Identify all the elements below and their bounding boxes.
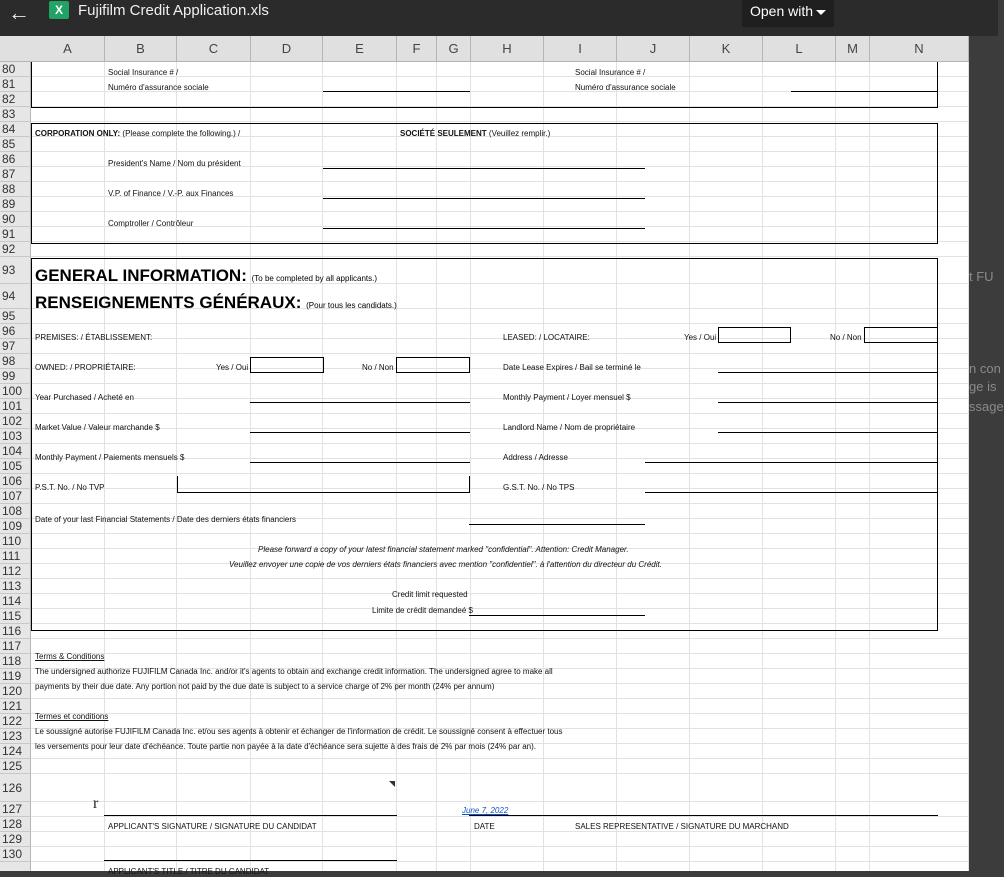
- column-header-m[interactable]: M: [836, 36, 870, 62]
- gst-label: G.S.T. No. / No TPS: [503, 483, 575, 492]
- row-header-102[interactable]: 102: [0, 414, 31, 429]
- row-header-97[interactable]: 97: [0, 339, 31, 354]
- corp-only-label: [35, 128, 240, 139]
- landlord-line: [718, 432, 938, 433]
- grid-line-horizontal: [31, 256, 969, 257]
- lease-expires-label: Date Lease Expires / Bail se terminé le: [503, 363, 641, 372]
- fin-statements-label: Date of your last Financial Statements / Date des derniers états financiers: [35, 515, 297, 524]
- vp-finance-line: [323, 198, 645, 199]
- row-header-113[interactable]: 113: [0, 579, 31, 594]
- leased-yes-label: Yes / Oui: [684, 333, 717, 342]
- row-header-126[interactable]: 126: [0, 774, 31, 802]
- column-header-bar: [0, 36, 998, 62]
- terms-fr-line-2: les versements pour leur date d'échéance. Toute partie non payée à la date d'échéance sera sujette à des frais de 2% par mois (24% par an).: [35, 742, 536, 751]
- corp-only-text: CORPORATION ONLY:: [35, 129, 121, 138]
- row-header-93[interactable]: 93: [0, 257, 31, 284]
- leased-label: LEASED: / LOCATAIRE:: [503, 333, 590, 342]
- leased-no-box[interactable]: [864, 327, 938, 343]
- vp-finance-label: V.P. of Finance / V.-P. aux Finances: [108, 189, 234, 198]
- row-header-111[interactable]: 111: [0, 549, 31, 564]
- pst-label: P.S.T. No. / No TVP: [35, 483, 105, 492]
- row-header-84[interactable]: 84: [0, 122, 31, 137]
- fin-statements-line: [469, 524, 645, 525]
- row-header-112[interactable]: 112: [0, 564, 31, 579]
- owned-no-label: No / Non: [362, 363, 394, 372]
- signature-date-value[interactable]: June 7, 2022: [462, 806, 509, 815]
- grid-line-horizontal: [31, 773, 969, 774]
- forward-en-note: Please forward a copy of your latest financial statement marked "confidential". Attention: Credit Manager.: [258, 545, 629, 554]
- row-header-116[interactable]: 116: [0, 624, 31, 639]
- applicant-signature-label: APPLICANT'S SIGNATURE / SIGNATURE DU CANDIDAT: [108, 822, 317, 831]
- row-header-85[interactable]: 85: [0, 137, 31, 152]
- sales-rep-line: [572, 815, 938, 816]
- background-text-fragment: ge is: [969, 379, 997, 394]
- row-header-80[interactable]: 80: [0, 62, 31, 77]
- sin-left-label-2: Numéro d'assurance sociale: [108, 83, 209, 92]
- row-header-96[interactable]: 96: [0, 324, 31, 339]
- sales-rep-label: SALES REPRESENTATIVE / SIGNATURE DU MARCHAND: [575, 822, 789, 831]
- lease-expires-line: [718, 372, 938, 373]
- row-header-100[interactable]: 100: [0, 384, 31, 399]
- row-header-86[interactable]: 86: [0, 152, 31, 167]
- monthly-payment-paiements-line: [250, 462, 470, 463]
- grid-line-horizontal: [31, 846, 969, 847]
- grid-line-horizontal: [31, 713, 969, 714]
- renseignements-note: (Pour tous les candidats.): [306, 301, 397, 310]
- grid-line-horizontal: [31, 638, 969, 639]
- terms-en-line-1: The undersigned authorize FUJIFILM Canada Inc. and/or it's agents to obtain and exchange credit information. The undersigned agree to make all: [35, 667, 553, 676]
- grid-line-horizontal: [31, 698, 969, 699]
- column-header-i[interactable]: I: [544, 36, 617, 62]
- market-value-label: Market Value / Valeur marchande $: [35, 423, 160, 432]
- general-info-heading: [35, 266, 377, 289]
- excel-file-icon: X: [49, 1, 69, 19]
- open-with-button[interactable]: [742, 0, 834, 27]
- row-header-105[interactable]: 105: [0, 459, 31, 474]
- corp-only-note: (Please complete the following.) /: [122, 129, 241, 138]
- row-header-114[interactable]: 114: [0, 594, 31, 609]
- row-header-120[interactable]: 120: [0, 684, 31, 699]
- top-bar: [0, 0, 998, 36]
- societe-note: (Veuillez remplir.): [488, 129, 551, 138]
- column-header-f[interactable]: F: [397, 36, 437, 62]
- row-header-106[interactable]: 106: [0, 474, 31, 489]
- general-info-text: GENERAL INFORMATION:: [35, 266, 247, 285]
- general-info-note: (To be completed by all applicants.): [251, 274, 378, 283]
- side-panel-edge: [969, 36, 1004, 871]
- row-header-98[interactable]: 98: [0, 354, 31, 369]
- leased-no-label: No / Non: [830, 333, 862, 342]
- back-arrow-icon[interactable]: ←: [8, 0, 30, 25]
- applicant-signature-line: [104, 815, 397, 816]
- column-header-l[interactable]: L: [763, 36, 836, 62]
- column-header-g[interactable]: G: [437, 36, 471, 62]
- president-line: [323, 168, 645, 169]
- caret-down-icon: [816, 10, 826, 15]
- row-header-129[interactable]: 129: [0, 832, 31, 847]
- credit-limit-fr-label: Limite de crédit demandeé $: [372, 606, 473, 615]
- president-label: President's Name / Nom du président: [108, 159, 241, 168]
- forward-fr-note: Veuillez envoyer une copie de vos derniers états financiers avec mention "confidentiel". à l'attention du directeur du Crédit.: [229, 560, 662, 569]
- row-header-81[interactable]: 81: [0, 77, 31, 92]
- year-purchased-line: [250, 402, 470, 403]
- owned-yes-label: Yes / Oui: [216, 363, 249, 372]
- row-header-127[interactable]: 127: [0, 802, 31, 817]
- row-header-91[interactable]: 91: [0, 227, 31, 242]
- address-line: [645, 462, 938, 463]
- address-label: Address / Adresse: [503, 453, 568, 462]
- terms-en-title: Terms & Conditions: [35, 652, 105, 661]
- grid-line-horizontal: [31, 861, 969, 862]
- row-header-bar: [0, 62, 31, 871]
- sin-left-label-1: Social Insurance # /: [108, 68, 179, 77]
- year-purchased-label: Year Purchased / Acheté en: [35, 393, 134, 402]
- row-header-125[interactable]: 125: [0, 759, 31, 774]
- row-header-95[interactable]: 95: [0, 309, 31, 324]
- column-header-e[interactable]: E: [323, 36, 397, 62]
- row-header-82[interactable]: 82: [0, 92, 31, 107]
- terms-en-line-2: payments by their due date. Any portion not paid by the due date is subject to a service charge of 2% per month (24% per annum): [35, 682, 495, 691]
- sin-right-label-2: Numéro d'assurance sociale: [575, 83, 676, 92]
- applicant-title-label: APPLICANT'S TITLE / TITRE DU CANDIDAT: [108, 867, 270, 876]
- column-header-a[interactable]: A: [31, 36, 105, 62]
- column-header-j[interactable]: J: [617, 36, 690, 62]
- societe-text: SOCIÉTÉ SEULEMENT: [400, 129, 487, 138]
- row-header-130[interactable]: 130: [0, 847, 31, 862]
- row-header-123[interactable]: 123: [0, 729, 31, 744]
- row-header-90[interactable]: 90: [0, 212, 31, 227]
- row-header-103[interactable]: 103: [0, 429, 31, 444]
- file-title: Fujifilm Credit Application.xls: [78, 2, 269, 19]
- societe-label: [400, 128, 550, 139]
- credit-limit-en-label: Credit limit requested: [392, 590, 468, 599]
- row-header-119[interactable]: 119: [0, 669, 31, 684]
- applicant-title-line: [104, 860, 397, 861]
- monthly-payment-loyer-line: [718, 402, 938, 403]
- background-text-fragment: ssage: [969, 399, 1004, 414]
- signature-mark: r: [93, 795, 99, 812]
- renseignements-text: RENSEIGNEMENTS GÉNÉRAUX:: [35, 293, 302, 312]
- row-header-99[interactable]: 99: [0, 369, 31, 384]
- market-value-line: [250, 432, 470, 433]
- landlord-label: Landlord Name / Nom de propriétaire: [503, 423, 636, 432]
- column-header-d[interactable]: D: [251, 36, 323, 62]
- sin-right-label-1: Social Insurance # /: [575, 68, 646, 77]
- grid-line-horizontal: [31, 801, 969, 802]
- row-header-92[interactable]: 92: [0, 242, 31, 257]
- comptroller-label: Comptroller / Contrôleur: [108, 219, 194, 228]
- row-header-89[interactable]: 89: [0, 197, 31, 212]
- row-header-83[interactable]: 83: [0, 107, 31, 122]
- monthly-payment-paiements-label: Monthly Payment / Paiements mensuels $: [35, 453, 185, 462]
- comment-marker-icon: [389, 781, 395, 787]
- grid-line-horizontal: [31, 653, 969, 654]
- owned-yes-box[interactable]: [250, 357, 324, 373]
- pst-field[interactable]: [177, 476, 470, 493]
- grid-line-horizontal: [31, 758, 969, 759]
- row-header-94[interactable]: 94: [0, 284, 31, 309]
- column-header-b[interactable]: B: [105, 36, 177, 62]
- grid-line-horizontal: [31, 816, 969, 817]
- row-header-117[interactable]: 117: [0, 639, 31, 654]
- row-header-118[interactable]: 118: [0, 654, 31, 669]
- column-header-c[interactable]: C: [177, 36, 251, 62]
- sin-box: [31, 62, 938, 108]
- owned-label: OWNED: / PROPRIÉTAIRE:: [35, 363, 136, 372]
- gst-line: [645, 492, 938, 493]
- renseignements-heading: [35, 293, 397, 316]
- background-text-fragment: t FU: [969, 269, 994, 284]
- row-header-87[interactable]: 87: [0, 167, 31, 182]
- row-header-109[interactable]: 109: [0, 519, 31, 534]
- row-header-115[interactable]: 115: [0, 609, 31, 624]
- background-text-fragment: n con: [969, 361, 1001, 376]
- column-header-k[interactable]: K: [690, 36, 763, 62]
- grid-line-horizontal: [31, 121, 969, 122]
- terms-fr-line-1: Le soussigné autorise FUJIFILM Canada Inc. et/ou ses agents à obtenir et échanger de l'information de crédit. Le soussigné consent à effectuer tous: [35, 727, 563, 736]
- premises-label: PREMISES: / ÉTABLISSEMENT:: [35, 333, 153, 342]
- row-header-101[interactable]: 101: [0, 399, 31, 414]
- row-header-107[interactable]: 107: [0, 489, 31, 504]
- row-header-128[interactable]: 128: [0, 817, 31, 832]
- row-header-104[interactable]: 104: [0, 444, 31, 459]
- row-header-88[interactable]: 88: [0, 182, 31, 197]
- leased-yes-box[interactable]: [718, 327, 791, 343]
- credit-limit-line: [469, 615, 645, 616]
- column-header-h[interactable]: H: [471, 36, 544, 62]
- column-header-n[interactable]: N: [870, 36, 969, 62]
- row-header-122[interactable]: 122: [0, 714, 31, 729]
- row-header-110[interactable]: 110: [0, 534, 31, 549]
- comptroller-line: [323, 228, 645, 229]
- date-label: DATE: [474, 822, 495, 831]
- monthly-payment-loyer-label: Monthly Payment / Loyer mensuel $: [503, 393, 631, 402]
- open-with-label: Open with: [750, 3, 814, 19]
- row-header-108[interactable]: 108: [0, 504, 31, 519]
- terms-fr-title: Termes et conditions: [35, 712, 109, 721]
- owned-no-box[interactable]: [396, 357, 470, 373]
- row-header-121[interactable]: 121: [0, 699, 31, 714]
- row-header-124[interactable]: 124: [0, 744, 31, 759]
- sheet-grid[interactable]: [31, 62, 969, 876]
